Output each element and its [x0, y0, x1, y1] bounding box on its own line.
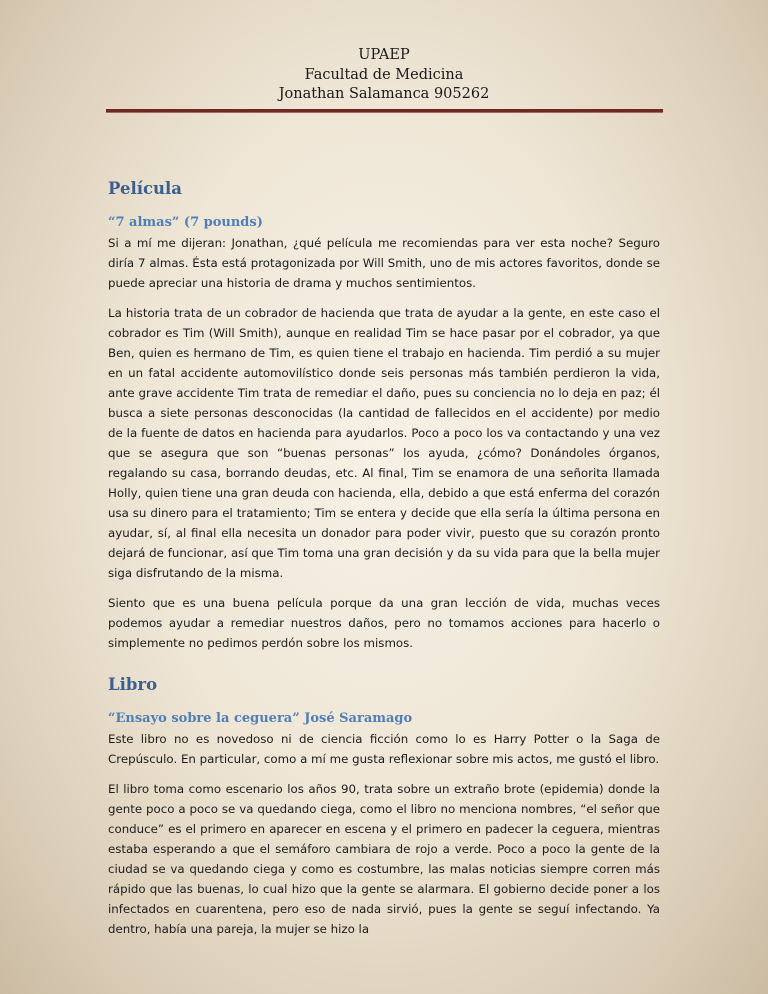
- section-heading-movie: Película: [108, 179, 183, 198]
- author-name: Jonathan Salamanca 905262: [278, 86, 490, 102]
- movie-paragraph: La historia trata de un cobrador de hacienda que trata de ayudar a la gente, en este caso el cobrador es Tim (Will Smith), aunque en realidad Tim se hace pasar por el cobrador, ya que Ben, quien es hermano de Tim, es quien tiene el trabajo en hacienda. Tim perdió a su mujer en un fatal accidente automovilístico donde seis personas más también perdieron la vida, ante grave accidente Tim trata de remediar el daño, pues su conciencia no lo deja en paz; él busca a siete personas desconocidas (la cantidad de fallecidos en el accidente) por medio de la fuente de datos en hacienda para ayudarlos. Poco a poco los va contactando y una vez que se asegura que son “buenas personas” los ayuda, ¿cómo? Donándoles órganos, regalando su casa, borrando deudas, etc. Al final, Tim se enamora de una señorita llamada Holly, quien tiene una gran deuda con hacienda, ella, debido a que está enferma del corazón usa su dinero para el tratamiento; Tim se entera y decide que ella sería la última persona en ayudar, sí, al final ella necesita un donador para poder vivir, puesto que su corazón pronto dejará de funcionar, así que Tim toma una gran decisión y da su vida para que la bella mujer siga disfrutando de la misma.: [108, 306, 660, 580]
- section-heading-book: Libro: [108, 675, 158, 694]
- book-title: “Ensayo sobre la ceguera” José Saramago: [108, 711, 413, 726]
- movie-title: “7 almas” (7 pounds): [108, 215, 263, 230]
- book-paragraph: Este libro no es novedoso ni de ciencia ficción como lo es Harry Potter o la Saga de Crepúsculo. En particular, como a mí me gusta reflexionar sobre mis actos, me gustó el libro.: [108, 732, 660, 766]
- movie-paragraph: Si a mí me dijeran: Jonathan, ¿qué película me recomiendas para ver esta noche? Seguro diría 7 almas. Ésta está protagonizada por Will Smith, uno de mis actores favoritos, donde se puede apreciar una historia de drama y muchos sentimientos.: [108, 236, 660, 290]
- header-divider: [106, 109, 663, 113]
- faculty-name: Facultad de Medicina: [304, 66, 464, 83]
- institution-name: UPAEP: [358, 47, 410, 63]
- document-body: [108, 175, 660, 949]
- movie-paragraph: Siento que es una buena película porque da una gran lección de vida, muchas veces podemos ayudar a remediar nuestros daños, pero no tomamos acciones para hacerlo o simplemente no pedimos perdón sobre los mismos.: [108, 596, 660, 650]
- document-header: [0, 46, 768, 105]
- book-paragraph: El libro toma como escenario los años 90, trata sobre un extraño brote (epidemia) donde la gente poco a poco se va quedando ciega, como el libro no menciona nombres, “el señor que conduce” es el primero en aparecer en escena y el primero en padecer la ceguera, mientras estaba esperando a que el semáforo cambiara de rojo a verde. Poco a poco la gente de la ciudad se va quedando ciega y como es costumbre, las malas noticias siempre corren más rápido que las buenas, lo cual hizo que la gente se alarmara. El gobierno decide poner a los infectados en cuarentena, pero eso de nada sirvió, pues la gente se seguí infectando. Ya dentro, había una pareja, la mujer se hizo la: [108, 782, 660, 936]
